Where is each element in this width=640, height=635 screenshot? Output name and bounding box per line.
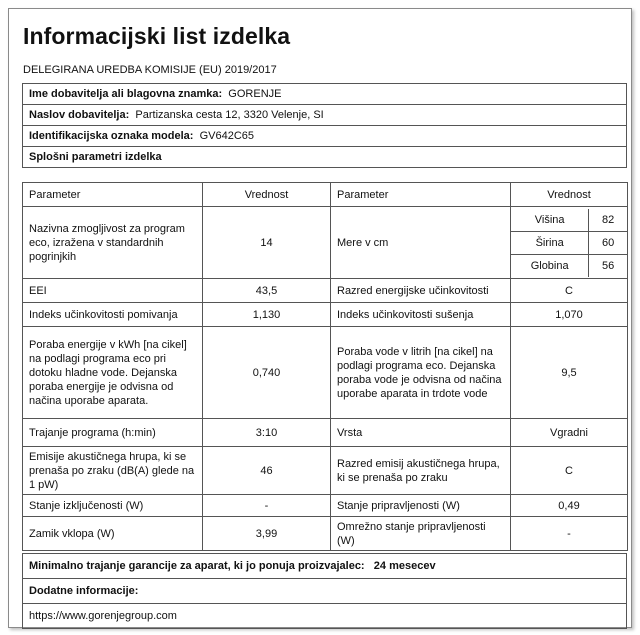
value-cell: 3,99 — [203, 517, 331, 551]
dimension-label: Širina — [511, 231, 589, 254]
warranty-label: Minimalno trajanje garancije za aparat, ki jo ponuja proizvajalec: — [29, 560, 365, 572]
table-row — [23, 207, 628, 279]
value-cell: 0,49 — [511, 495, 628, 517]
table-row — [23, 327, 628, 419]
param-cell: Stanje izključenosti (W) — [23, 495, 203, 517]
dimensions-cell — [511, 207, 628, 279]
model-id-label: Identifikacijska oznaka modela: — [29, 130, 194, 142]
col-header-value-2: Vrednost — [511, 183, 628, 207]
warranty-row — [23, 554, 627, 579]
value-cell: 0,740 — [203, 327, 331, 419]
dimension-value: 60 — [589, 231, 627, 254]
warranty-value: 24 mesecev — [373, 560, 436, 572]
table-row — [23, 419, 628, 447]
param-cell: Zamik vklopa (W) — [23, 517, 203, 551]
col-header-parameter-1: Parameter — [23, 183, 203, 207]
supplier-info-table — [22, 83, 627, 168]
dimension-label: Višina — [511, 209, 589, 232]
table-header-row — [23, 183, 628, 207]
param-cell: Omrežno stanje pripravljenosti (W) — [331, 517, 511, 551]
model-id-row — [23, 126, 627, 147]
value-cell: C — [511, 279, 628, 303]
table-row — [23, 517, 628, 551]
param-cell: Poraba energije v kWh [na cikel] na podlagi programa eco pri dotoku hladne vode. Dejanska poraba energije je odvisna od načina uporabe aparata. — [23, 327, 203, 419]
value-cell: 43,5 — [203, 279, 331, 303]
value-cell: 9,5 — [511, 327, 628, 419]
website-link[interactable]: https://www.gorenjegroup.com — [23, 604, 627, 629]
product-info-sheet — [8, 8, 632, 628]
table-row — [23, 495, 628, 517]
value-cell: - — [511, 517, 628, 551]
parameters-table — [22, 182, 628, 551]
value-cell: 1,130 — [203, 303, 331, 327]
value-cell: C — [511, 447, 628, 495]
value-cell: 46 — [203, 447, 331, 495]
general-section-row — [23, 147, 627, 168]
table-row — [23, 279, 628, 303]
additional-info-row — [23, 579, 627, 604]
param-cell: Poraba vode v litrih [na cikel] na podlagi programa eco. Dejanska poraba vode je odvisna od načina uporabe aparata in trdote vode — [331, 327, 511, 419]
param-cell: EEI — [23, 279, 203, 303]
param-cell: Mere v cm — [331, 207, 511, 279]
param-cell: Indeks učinkovitosti sušenja — [331, 303, 511, 327]
model-id-value: GV642C65 — [199, 130, 255, 142]
supplier-address-row — [23, 105, 627, 126]
param-cell: Razred energijske učinkovitosti — [331, 279, 511, 303]
table-row — [23, 447, 628, 495]
value-cell: - — [203, 495, 331, 517]
param-cell: Nazivna zmogljivost za program eco, izražena v standardnih pogrinjkih — [23, 207, 203, 279]
footer-table — [22, 553, 627, 629]
dimension-row — [511, 231, 627, 254]
supplier-name-value: GORENJE — [228, 88, 282, 100]
dimensions-table — [511, 209, 627, 277]
dimension-row — [511, 254, 627, 277]
supplier-name-label: Ime dobavitelja ali blagovna znamka: — [29, 88, 223, 100]
table-row — [23, 303, 628, 327]
col-header-parameter-2: Parameter — [331, 183, 511, 207]
param-cell: Razred emisij akustičnega hrupa, ki se prenaša po zraku — [331, 447, 511, 495]
param-cell: Trajanje programa (h:min) — [23, 419, 203, 447]
dimension-value: 56 — [602, 259, 615, 272]
col-header-value-1: Vrednost — [203, 183, 331, 207]
additional-info-label: Dodatne informacije: — [23, 579, 627, 604]
value-cell: 3:10 — [203, 419, 331, 447]
regulation-reference: DELEGIRANA UREDBA KOMISIJE (EU) 2019/2017 — [23, 64, 277, 76]
url-row — [23, 604, 627, 629]
supplier-name-row — [23, 84, 627, 105]
value-cell: 1,070 — [511, 303, 628, 327]
supplier-address-value: Partizanska cesta 12, 3320 Velenje, SI — [135, 109, 324, 121]
param-cell: Indeks učinkovitosti pomivanja — [23, 303, 203, 327]
param-cell: Vrsta — [331, 419, 511, 447]
value-cell: 14 — [203, 207, 331, 279]
general-section-label: Splošni parametri izdelka — [29, 151, 162, 163]
dimension-label: Globina — [511, 254, 589, 277]
param-cell: Emisije akustičnega hrupa, ki se prenaša po zraku (dB(A) glede na 1 pW) — [23, 447, 203, 495]
dimension-row — [511, 209, 627, 232]
dimension-value: 82 — [589, 209, 627, 232]
supplier-address-label: Naslov dobavitelja: — [29, 109, 130, 121]
value-cell: Vgradni — [511, 419, 628, 447]
param-cell: Stanje pripravljenosti (W) — [331, 495, 511, 517]
page-title: Informacijski list izdelka — [23, 23, 291, 49]
